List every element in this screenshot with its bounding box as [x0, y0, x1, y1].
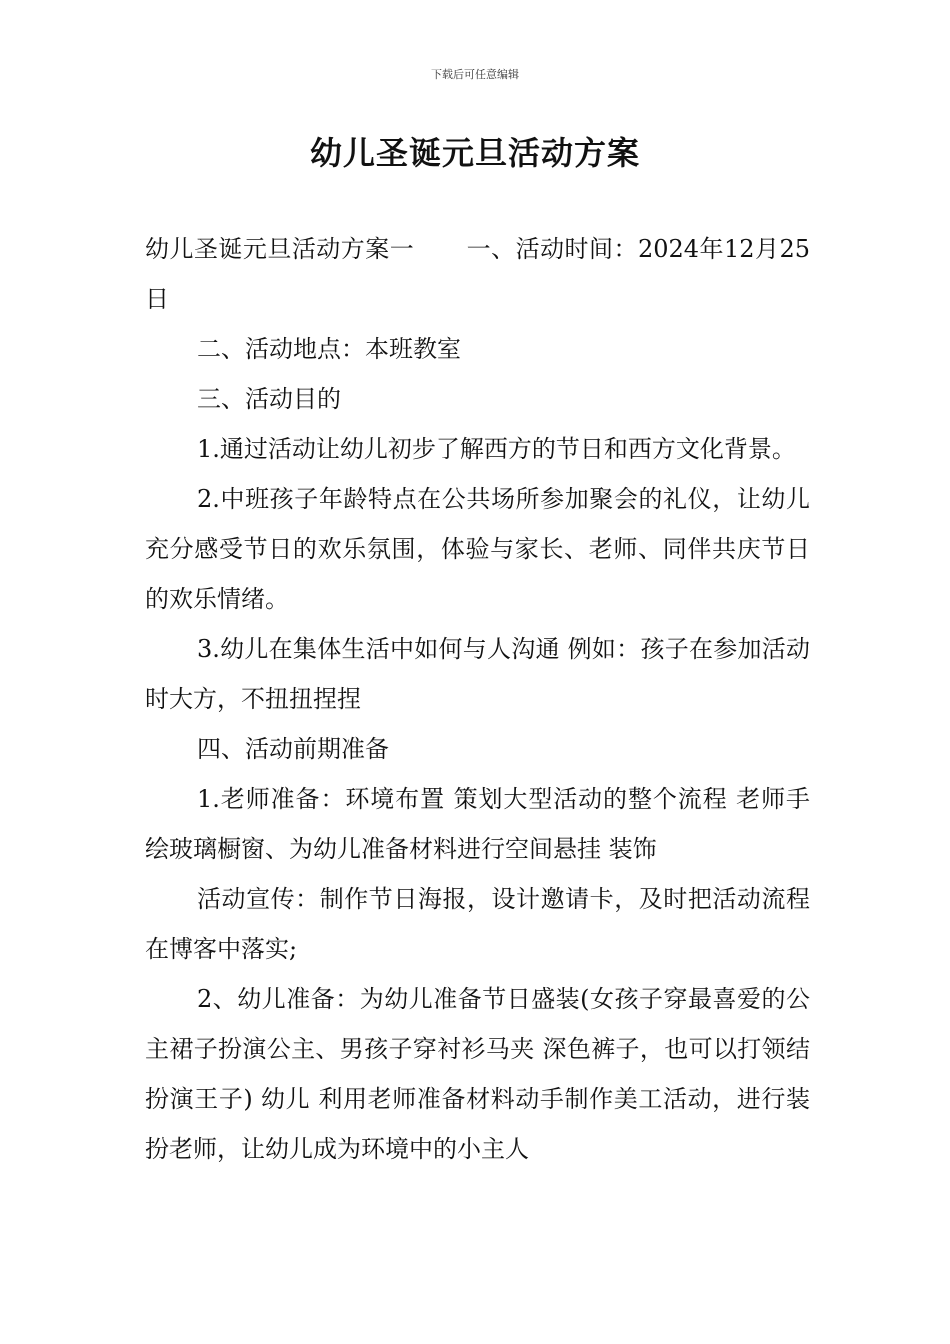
intro-heading: 幼儿圣诞元旦活动方案一	[145, 235, 415, 263]
paragraph-child-prep: 2、幼儿准备：为幼儿准备节日盛装(女孩子穿最喜爱的公主裙子扮演公主、男孩子穿衬衫马夹 深色裤子，也可以打领结扮演王子) 幼儿 利用老师准备材料动手制作美工活动，进行装扮老师，让幼儿成为环境中的小主人	[145, 985, 810, 1163]
paragraph-goal-3: 3.幼儿在集体生活中如何与人沟通 例如：孩子在参加活动时大方，不扭扭捏捏	[145, 635, 810, 713]
paragraph-prep-heading: 四、活动前期准备	[197, 735, 389, 763]
paragraph-goal-2: 2.中班孩子年龄特点在公共场所参加聚会的礼仪，让幼儿充分感受节日的欢乐氛围，体验与家长、老师、同伴共庆节日的欢乐情绪。	[145, 485, 810, 613]
paragraph-teacher-prep: 1.老师准备：环境布置 策划大型活动的整个流程 老师手绘玻璃橱窗、为幼儿准备材料进行空间悬挂 装饰	[145, 785, 810, 863]
paragraph-location: 二、活动地点：本班教室	[197, 335, 461, 363]
activity-time: 一、活动时间：2024年12月25日	[145, 235, 811, 313]
document-title: 幼儿圣诞元旦活动方案	[309, 134, 640, 172]
paragraph-goals-heading: 三、活动目的	[197, 385, 341, 413]
document-body	[145, 224, 810, 1174]
paragraph-promotion: 活动宣传：制作节日海报，设计邀请卡，及时把活动流程在博客中落实;	[145, 885, 810, 963]
intro-paragraph	[145, 224, 810, 324]
header-note: 下载后可任意编辑	[431, 68, 519, 81]
paragraph-goal-1: 1.通过活动让幼儿初步了解西方的节日和西方文化背景。	[197, 435, 796, 463]
